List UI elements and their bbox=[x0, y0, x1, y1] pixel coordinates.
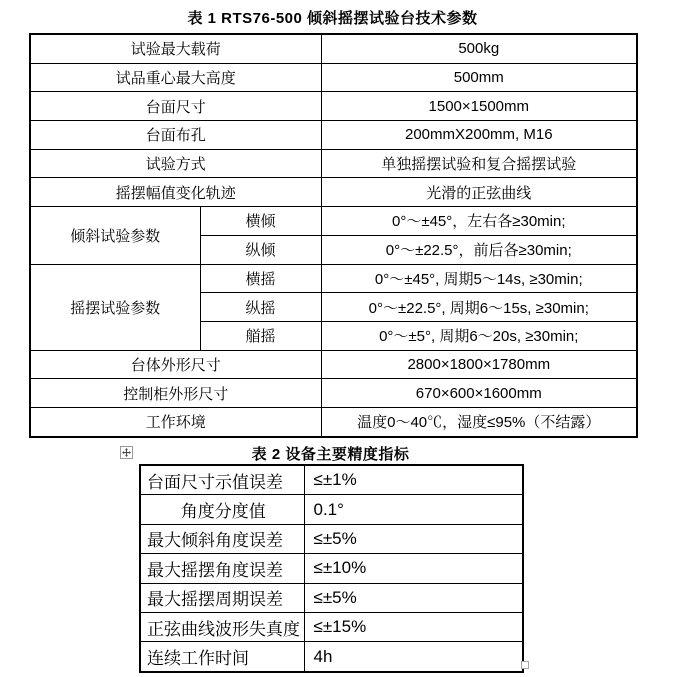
table-row bbox=[30, 350, 637, 379]
move-arrows-icon bbox=[122, 448, 131, 457]
param-label-cell: 工作环境 bbox=[30, 407, 321, 436]
table-row bbox=[30, 178, 637, 207]
param-value-cell: 0°～±45°, 周期5～14s, ≥30min; bbox=[321, 264, 637, 293]
table1-caption: 表 1 RTS76-500 倾斜摇摆试验台技术参数 bbox=[187, 10, 478, 27]
sub-label-cell: 纵摇 bbox=[200, 293, 321, 322]
param-label-cell: 试品重心最大高度 bbox=[30, 63, 321, 92]
param-value-cell: 200mmX200mm, M16 bbox=[321, 121, 637, 150]
param-label-cell: 台体外形尺寸 bbox=[30, 350, 321, 379]
table2-caption: 表 2 设备主要精度指标 bbox=[251, 446, 410, 463]
param-value-cell: 光滑的正弦曲线 bbox=[321, 178, 637, 207]
table-row bbox=[140, 554, 523, 583]
accuracy-value-cell: 0.1° bbox=[304, 495, 523, 524]
param-value-cell: 0°～±22.5°, 周期6～15s, ≥30min; bbox=[321, 293, 637, 322]
accuracy-value-cell: 4h bbox=[304, 642, 523, 672]
accuracy-value-cell: ≤±1% bbox=[304, 465, 523, 495]
table-resize-handle[interactable] bbox=[521, 661, 529, 669]
table-move-handle[interactable] bbox=[120, 446, 133, 459]
accuracy-label-cell: 正弦曲线波形失真度 bbox=[140, 612, 304, 641]
table-row bbox=[140, 495, 523, 524]
table1-technical-parameters bbox=[29, 33, 638, 438]
table-row bbox=[30, 34, 637, 63]
sub-label-cell: 纵倾 bbox=[200, 235, 321, 264]
param-value-cell: 2800×1800×1780mm bbox=[321, 350, 637, 379]
accuracy-value-cell: ≤±5% bbox=[304, 583, 523, 612]
group-label-cell: 摇摆试验参数 bbox=[30, 264, 200, 350]
group-label-cell: 倾斜试验参数 bbox=[30, 207, 200, 264]
table-row bbox=[30, 407, 637, 436]
table-row bbox=[140, 642, 523, 672]
accuracy-label-cell: 最大摇摆周期误差 bbox=[140, 583, 304, 612]
param-value-cell: 0°～±22.5°，前后各≥30min; bbox=[321, 235, 637, 264]
table2-accuracy-indicators bbox=[139, 464, 524, 673]
param-label-cell: 台面布孔 bbox=[30, 121, 321, 150]
param-value-cell: 500kg bbox=[321, 34, 637, 63]
param-label-cell: 台面尺寸 bbox=[30, 92, 321, 121]
accuracy-value-cell: ≤±10% bbox=[304, 554, 523, 583]
accuracy-value-cell: ≤±5% bbox=[304, 524, 523, 553]
param-label-cell: 摇摆幅值变化轨迹 bbox=[30, 178, 321, 207]
accuracy-label-cell: 连续工作时间 bbox=[140, 642, 304, 672]
accuracy-value-cell: ≤±15% bbox=[304, 612, 523, 641]
accuracy-label-cell: 角度分度值 bbox=[140, 495, 304, 524]
param-value-cell: 0°～±45°，左右各≥30min; bbox=[321, 207, 637, 236]
param-value-cell: 1500×1500mm bbox=[321, 92, 637, 121]
table-row bbox=[30, 121, 637, 150]
sub-label-cell: 横倾 bbox=[200, 207, 321, 236]
param-label-cell: 试验方式 bbox=[30, 149, 321, 178]
table-row bbox=[30, 149, 637, 178]
param-label-cell: 试验最大载荷 bbox=[30, 34, 321, 63]
table-row bbox=[30, 207, 637, 236]
param-value-cell: 温度0～40℃，湿度≤95%（不结露） bbox=[321, 407, 637, 436]
sub-label-cell: 艏摇 bbox=[200, 321, 321, 350]
param-value-cell: 670×600×1600mm bbox=[321, 379, 637, 408]
accuracy-label-cell: 最大倾斜角度误差 bbox=[140, 524, 304, 553]
accuracy-label-cell: 台面尺寸示值误差 bbox=[140, 465, 304, 495]
table-row bbox=[30, 63, 637, 92]
table-row bbox=[140, 583, 523, 612]
table-row bbox=[30, 92, 637, 121]
table-row bbox=[30, 264, 637, 293]
param-value-cell: 0°～±5°, 周期6～20s, ≥30min; bbox=[321, 321, 637, 350]
param-value-cell: 500mm bbox=[321, 63, 637, 92]
accuracy-label-cell: 最大摇摆角度误差 bbox=[140, 554, 304, 583]
sub-label-cell: 横摇 bbox=[200, 264, 321, 293]
table-row bbox=[140, 465, 523, 495]
param-label-cell: 控制柜外形尺寸 bbox=[30, 379, 321, 408]
table-row bbox=[30, 379, 637, 408]
table-row bbox=[140, 612, 523, 641]
table-row bbox=[140, 524, 523, 553]
param-value-cell: 单独摇摆试验和复合摇摆试验 bbox=[321, 149, 637, 178]
